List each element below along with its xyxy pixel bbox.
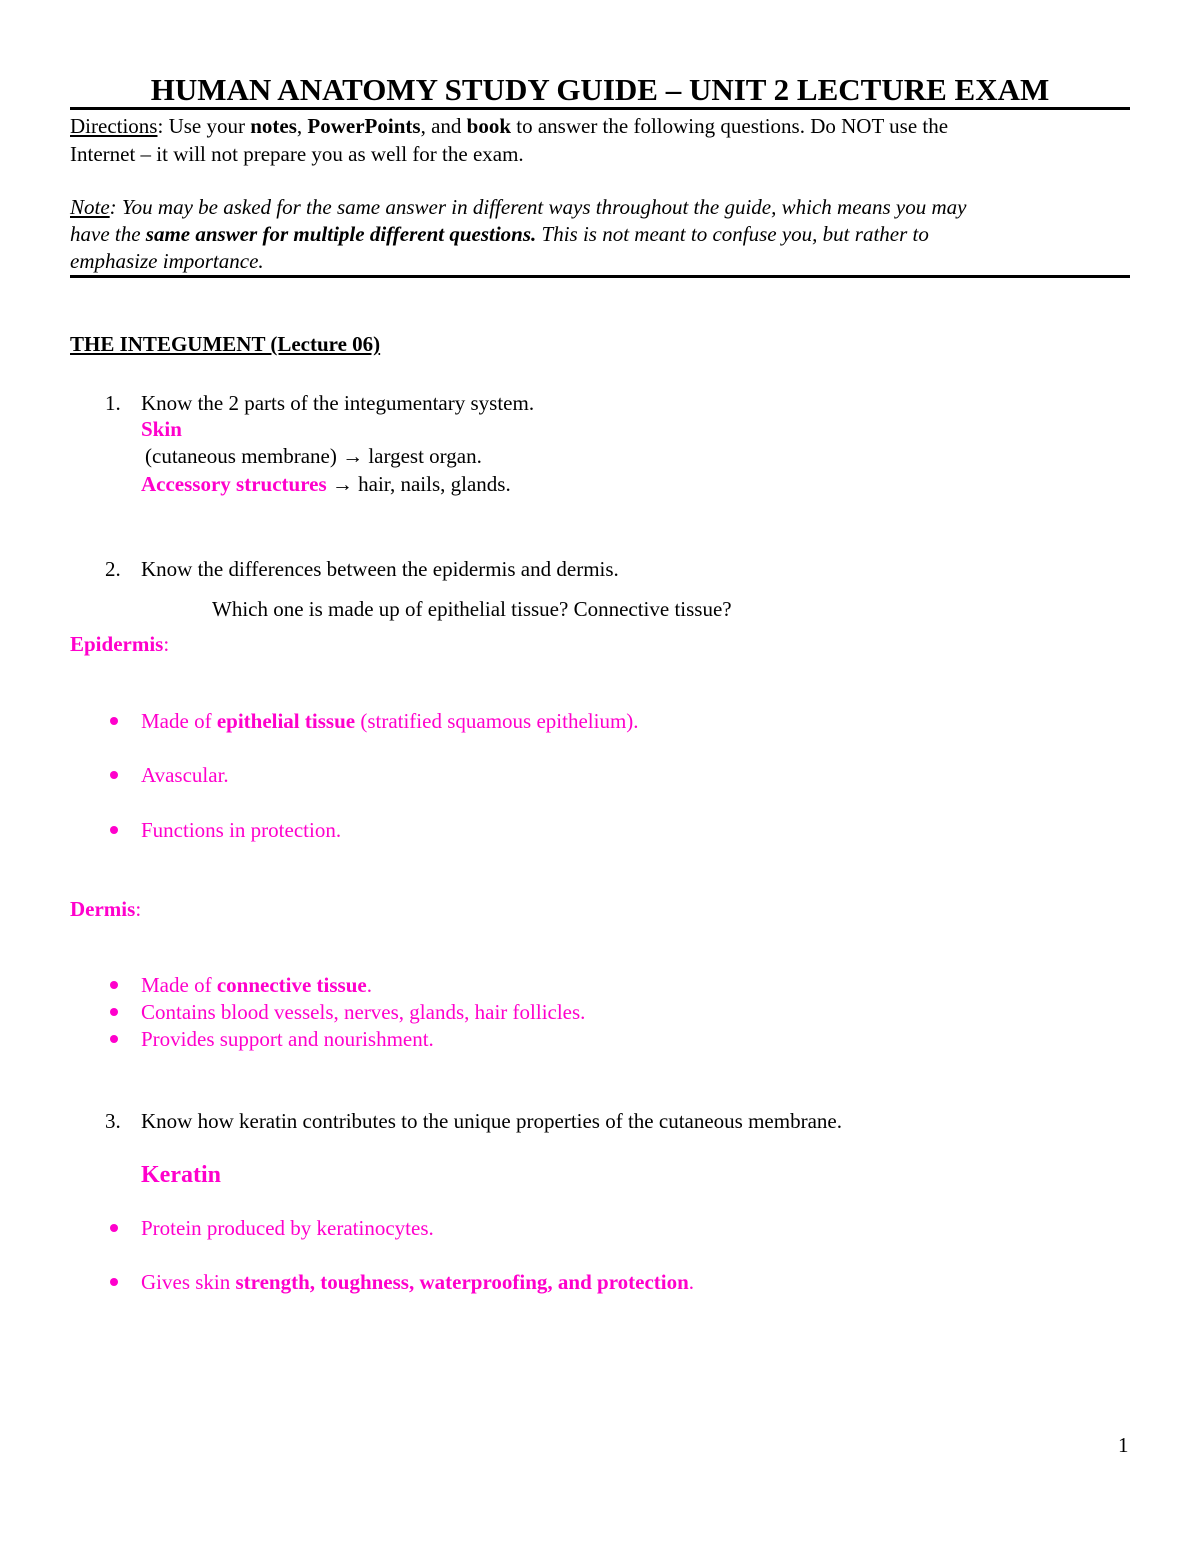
directions-line-1 [70, 114, 948, 139]
bullet-text: (stratified squamous epithelium). [355, 709, 639, 733]
bullet-emphasis: strength, toughness, waterproofing, and protection [235, 1270, 689, 1294]
question-1-text: Know the 2 parts of the integumentary system. [141, 391, 535, 415]
question-3-text: Know how keratin contributes to the unique properties of the cutaneous membrane. [141, 1109, 842, 1133]
keratin-heading: Keratin [141, 1162, 221, 1188]
note-text: : You may be asked for the same answer in different ways throughout the guide, which means you may [109, 195, 967, 219]
page-number: 1 [1118, 1433, 1129, 1457]
directions-powerpoints: PowerPoints [307, 114, 421, 138]
note-emphasis: same answer for multiple different questions. [145, 222, 537, 246]
dermis-point-2: Contains blood vessels, nerves, glands, hair follicles. [141, 1000, 586, 1024]
epidermis-heading [70, 632, 169, 657]
bullet-emphasis: connective tissue [216, 973, 367, 997]
page-title: HUMAN ANATOMY STUDY GUIDE – UNIT 2 LECTURE EXAM [150, 72, 1050, 107]
bullet-text: Made of [141, 709, 217, 733]
epidermis-colon: : [163, 632, 170, 656]
bullet-text: Gives skin [141, 1270, 236, 1294]
bullet-icon [110, 1035, 118, 1043]
dermis-colon: : [135, 897, 142, 921]
question-3-number: 3. [105, 1109, 121, 1133]
question-2-number: 2. [105, 557, 121, 581]
section-heading: THE INTEGUMENT (Lecture 06) [70, 332, 381, 356]
directions-label: Directions [70, 114, 158, 138]
note-line-3: emphasize importance. [70, 249, 264, 273]
title-divider [70, 107, 1130, 110]
answer-accessory-line [141, 472, 511, 497]
directions-text: to answer the following questions. Do NOT use the [511, 114, 949, 138]
answer-skin-label: Skin [141, 417, 182, 441]
bullet-icon [110, 717, 118, 725]
bullet-icon [110, 1008, 118, 1016]
directions-text: , and [420, 114, 467, 138]
answer-accessory-label: Accessory structures [141, 472, 327, 496]
bullet-icon [110, 1224, 118, 1232]
note-line-2 [70, 222, 929, 247]
bullet-icon [110, 771, 118, 779]
directions-notes: notes [250, 114, 297, 138]
directions-book: book [466, 114, 511, 138]
note-line-1 [70, 195, 967, 220]
answer-skin-description: (cutaneous membrane) → largest organ. [145, 444, 482, 468]
bullet-emphasis: epithelial tissue [216, 709, 356, 733]
dermis-heading [70, 897, 141, 922]
bullet-text: . [366, 973, 372, 997]
question-1-number: 1. [105, 391, 121, 415]
dermis-point-1 [141, 973, 372, 998]
bullet-icon [110, 826, 118, 834]
directions-text: : Use your [157, 114, 251, 138]
bullet-icon [110, 1278, 118, 1286]
bullet-icon [110, 981, 118, 989]
dermis-label: Dermis [70, 897, 136, 921]
note-divider [70, 275, 1130, 278]
epidermis-point-3: Functions in protection. [141, 818, 342, 842]
note-label: Note [70, 195, 110, 219]
answer-accessory-description: → hair, nails, glands. [326, 472, 511, 496]
bullet-text: . [688, 1270, 695, 1294]
directions-line-2: Internet – it will not prepare you as well for the exam. [70, 142, 524, 166]
dermis-point-3: Provides support and nourishment. [141, 1027, 434, 1051]
question-2-subtext: Which one is made up of epithelial tissue? Connective tissue? [212, 597, 732, 621]
note-text: have the [70, 222, 146, 246]
bullet-text: Made of [141, 973, 217, 997]
epidermis-point-2: Avascular. [141, 763, 229, 787]
epidermis-label: Epidermis [70, 632, 164, 656]
keratin-point-2 [141, 1270, 694, 1295]
directions-text: , [296, 114, 308, 138]
epidermis-point-1 [141, 709, 639, 734]
question-2-text: Know the differences between the epidermis and dermis. [141, 557, 619, 581]
keratin-point-1: Protein produced by keratinocytes. [141, 1216, 434, 1240]
note-text: This is not meant to confuse you, but rather to [536, 222, 929, 246]
